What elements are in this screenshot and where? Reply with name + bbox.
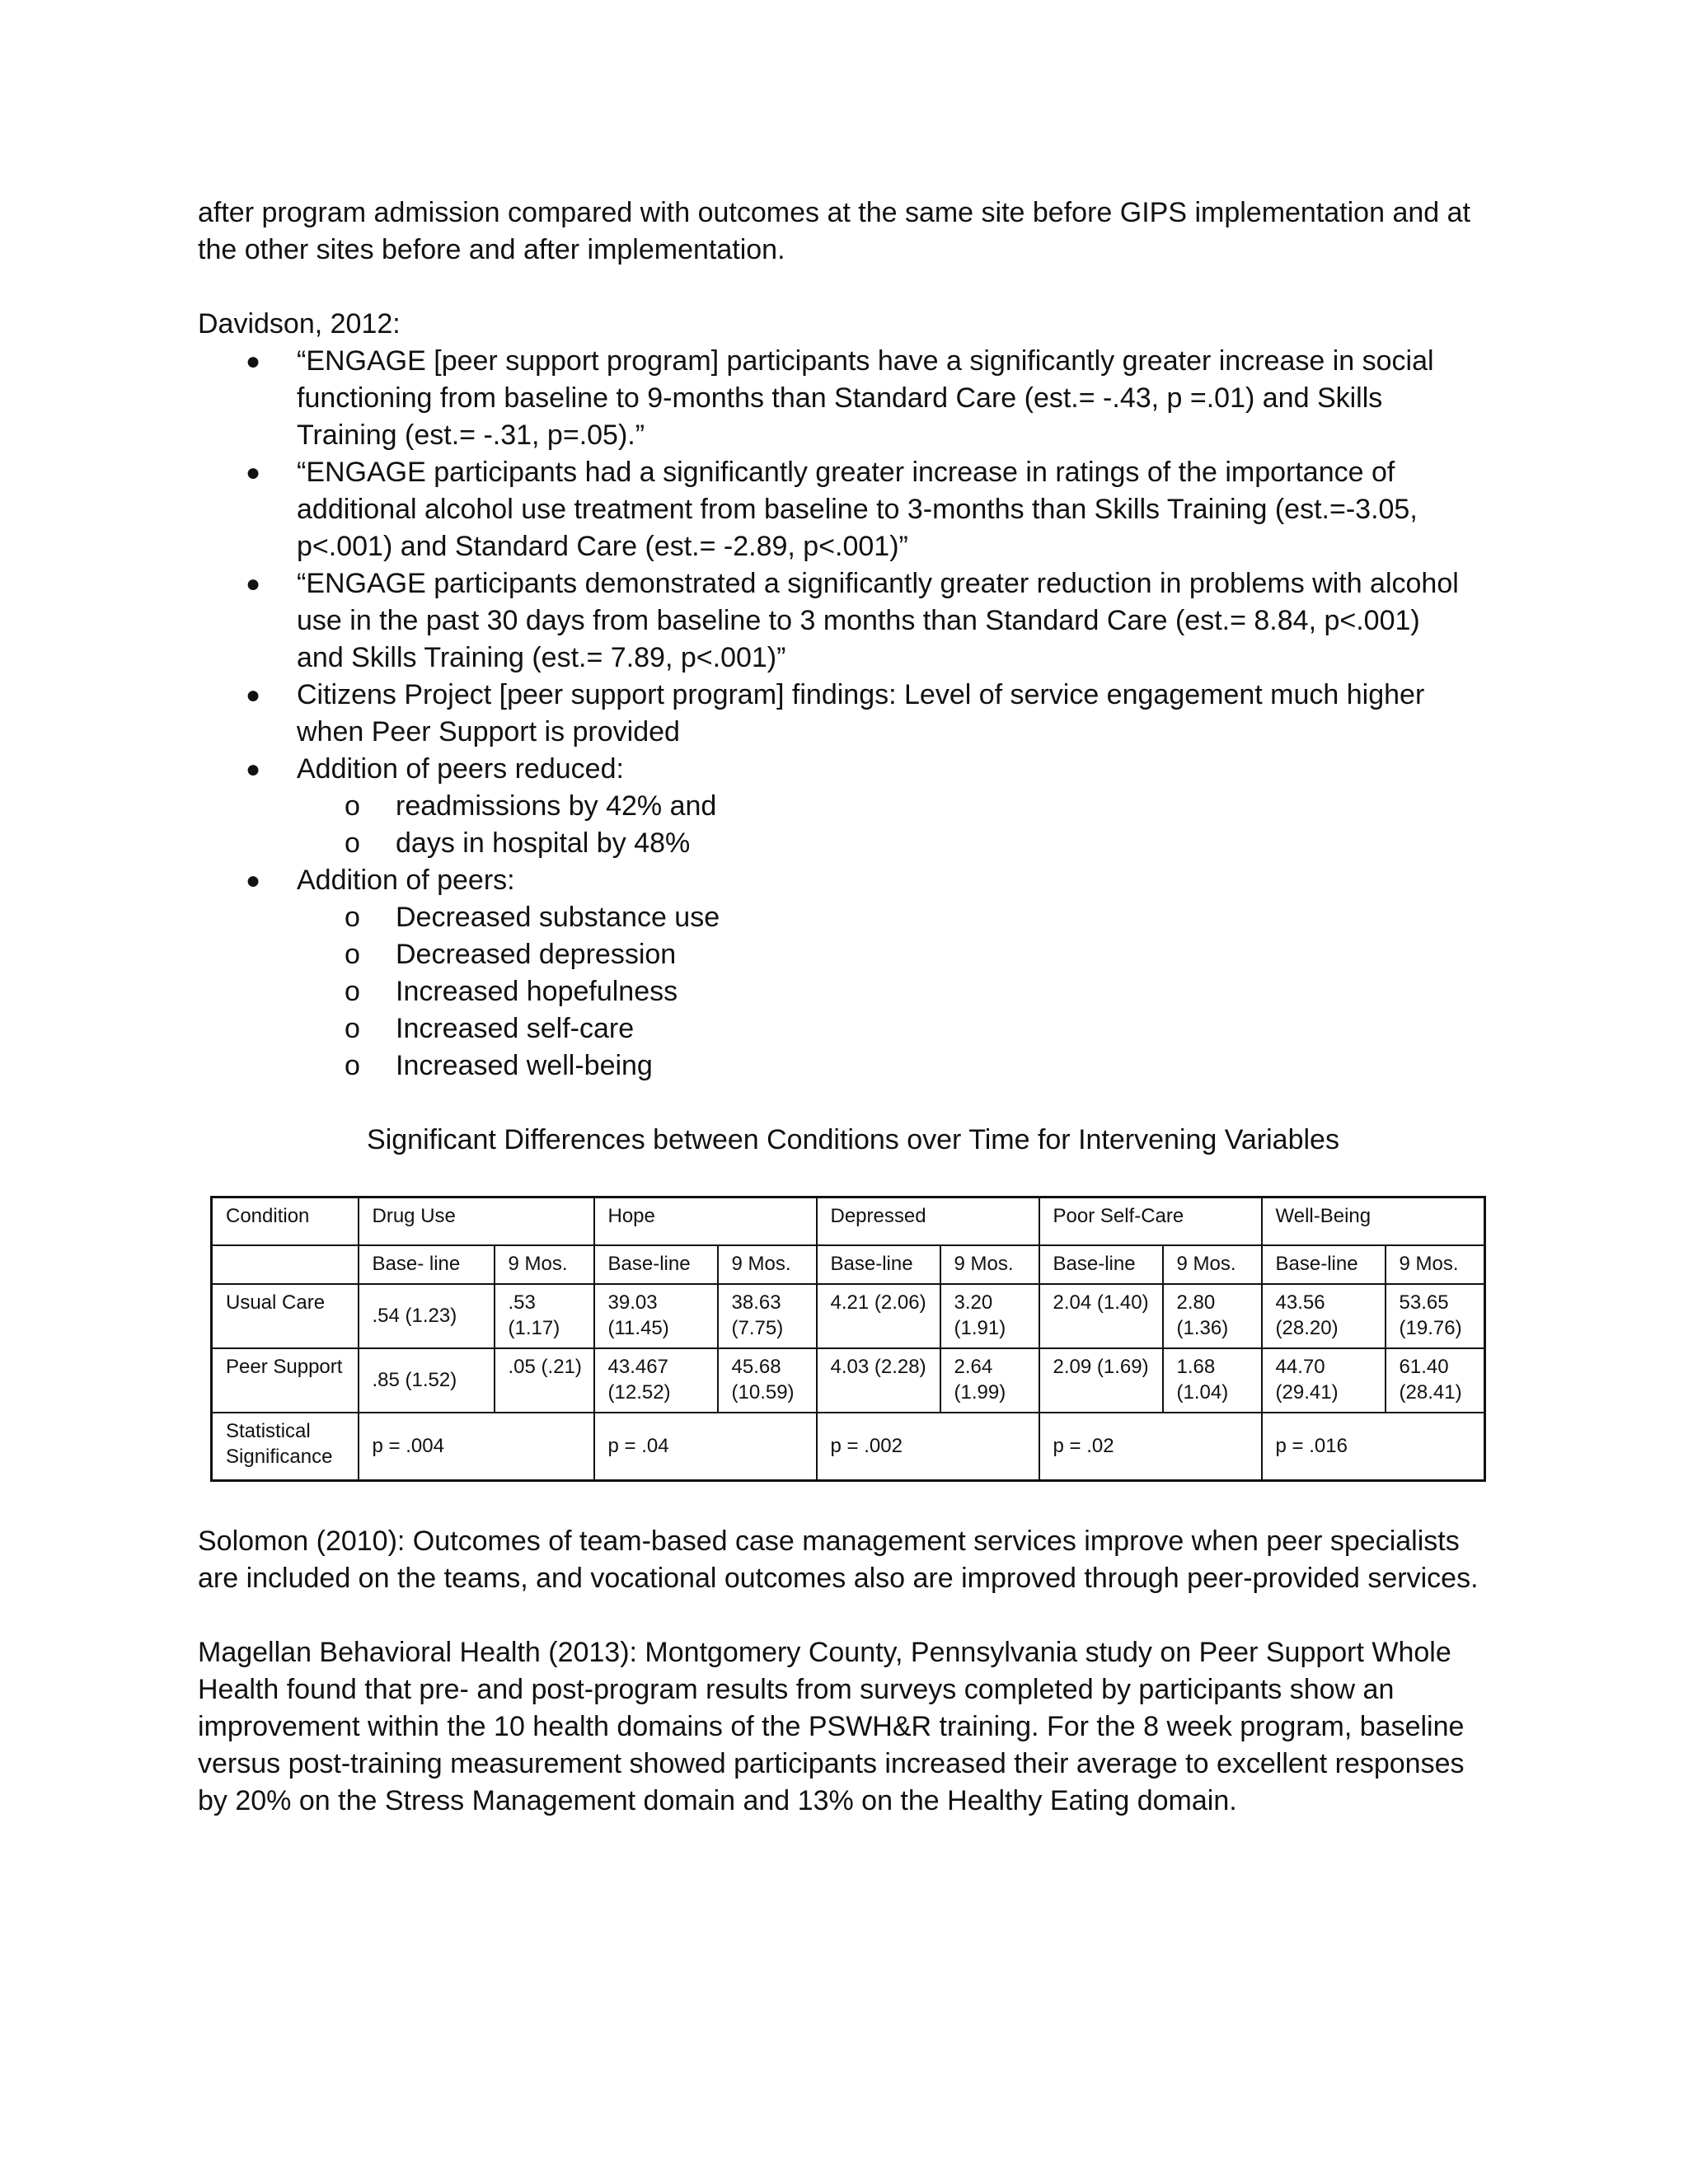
significance-cell: p = .02: [1039, 1413, 1262, 1481]
table-cell: .54 (1.23): [359, 1284, 495, 1348]
sub-item: [297, 1047, 1508, 1085]
bullet-item: [198, 454, 1508, 565]
table-subheader-cell: 9 Mos.: [1163, 1245, 1262, 1284]
table-subheader-cell: 9 Mos.: [495, 1245, 594, 1284]
table-cell: .85 (1.52): [359, 1348, 495, 1413]
circle-bullet-icon: o: [345, 790, 360, 822]
table-cell: 53.65 (19.76): [1386, 1284, 1485, 1348]
table-cell: 43.467 (12.52): [594, 1348, 718, 1413]
table-subheader-cell: 9 Mos.: [940, 1245, 1039, 1284]
bullet-text: Addition of peers:: [297, 865, 515, 896]
table-subheader-cell: 9 Mos.: [1386, 1245, 1485, 1284]
circle-bullet-icon: o: [345, 827, 360, 859]
sub-list: [297, 899, 1508, 1085]
circle-bullet-icon: o: [345, 939, 360, 970]
table-subheader-cell: Base- line: [359, 1245, 495, 1284]
table-cell: 2.80 (1.36): [1163, 1284, 1262, 1348]
table-cell: .53 (1.17): [495, 1284, 594, 1348]
sub-item: [297, 788, 1508, 825]
circle-bullet-icon: o: [345, 1013, 360, 1044]
table-header-cell: Hope: [594, 1197, 817, 1246]
significance-row: [212, 1413, 1485, 1481]
bullet-icon: ●: [246, 756, 261, 783]
bullet-icon: ●: [246, 682, 261, 709]
sub-item: [297, 899, 1508, 936]
table-cell: 1.68 (1.04): [1163, 1348, 1262, 1413]
sub-list: [297, 788, 1508, 862]
intro-line-1: after program admission compared with outcomes at the same site before GIPS implementation and at: [198, 197, 1470, 228]
table-cell: 44.70 (29.41): [1262, 1348, 1386, 1413]
table-cell: 2.64 (1.99): [940, 1348, 1039, 1413]
table-subheader-cell: Base-line: [1039, 1245, 1163, 1284]
bullet-item: [198, 677, 1508, 751]
table-subheader-cell: Base-line: [594, 1245, 718, 1284]
sub-item: [297, 936, 1508, 973]
intro-line-2: the other sites before and after implementation.: [198, 234, 785, 265]
table-cell: .05 (.21): [495, 1348, 594, 1413]
sub-item-text: readmissions by 42% and: [396, 790, 717, 822]
table-subheader-row: [212, 1245, 1485, 1284]
bullet-item: [198, 565, 1508, 677]
table-cell: 61.40 (28.41): [1386, 1348, 1485, 1413]
table-caption: Significant Differences between Conditions over Time for Intervening Variables: [367, 1124, 1339, 1155]
bullet-item: [198, 751, 1508, 862]
significance-cell: p = .004: [359, 1413, 594, 1481]
sub-item: [297, 825, 1508, 862]
bullet-icon: ●: [246, 459, 261, 486]
table-cell: [212, 1245, 359, 1284]
bullet-text: “ENGAGE [peer support program] participants have a significantly greater increase in social functioning from baseline to 9-months than Standard Care (est.= -.43, p =.01) and Skills Training (est.= -.31, p=.05).”: [297, 345, 1434, 451]
table-cell: 3.20 (1.91): [940, 1284, 1039, 1348]
table-subheader-cell: 9 Mos.: [718, 1245, 817, 1284]
bullet-text: Citizens Project [peer support program] findings: Level of service engagement much higher when Peer Support is provided: [297, 679, 1425, 748]
table-subheader-cell: Base-line: [1262, 1245, 1386, 1284]
circle-bullet-icon: o: [345, 976, 360, 1007]
bullet-text: “ENGAGE participants demonstrated a significantly greater reduction in problems with alcohol use in the past 30 days from baseline to 3 months than Standard Care (est.= 8.84, p<.001) and Skills Training (est.= 7.89, p<.001)”: [297, 568, 1459, 673]
significance-cell: p = .002: [817, 1413, 1039, 1481]
table-cell: 39.03 (11.45): [594, 1284, 718, 1348]
table-header-cell: Poor Self-Care: [1039, 1197, 1262, 1246]
table-cell: 38.63 (7.75): [718, 1284, 817, 1348]
table-row: [212, 1284, 1485, 1348]
bullet-text: Addition of peers reduced:: [297, 753, 624, 785]
sub-item-text: Increased well-being: [396, 1050, 653, 1081]
bullet-item: [198, 862, 1508, 1085]
table-cell: 2.09 (1.69): [1039, 1348, 1163, 1413]
bullet-icon: ●: [246, 867, 261, 894]
bullet-item: [198, 343, 1508, 454]
sub-item-text: Increased hopefulness: [396, 976, 678, 1007]
sub-item: [297, 1010, 1508, 1047]
table-cell: 4.21 (2.06): [817, 1284, 940, 1348]
circle-bullet-icon: o: [345, 902, 360, 933]
sub-item-text: days in hospital by 48%: [396, 827, 691, 859]
sub-item-text: Decreased substance use: [396, 902, 720, 933]
row-label: Statistical Significance: [212, 1413, 359, 1481]
magellan-paragraph: Magellan Behavioral Health (2013): Montgomery County, Pennsylvania study on Peer Support Whole Health found that pre- and post-program results from surveys completed by participants show an improvement within the 10 health domains of the PSWH&R training. For the 8 week program, baseline versus post-training measurement showed participants increased their average to excellent responses by 20% on the Stress Management domain and 13% on the Healthy Eating domain.: [198, 1637, 1465, 1816]
davidson-heading: Davidson, 2012:: [198, 308, 401, 340]
table-cell: 2.04 (1.40): [1039, 1284, 1163, 1348]
table-header-cell: Well-Being: [1262, 1197, 1485, 1246]
significance-cell: p = .04: [594, 1413, 817, 1481]
row-label: Usual Care: [212, 1284, 359, 1348]
table-header-cell: Depressed: [817, 1197, 1039, 1246]
sub-item-text: Increased self-care: [396, 1013, 635, 1044]
bullet-icon: ●: [246, 348, 261, 375]
intro-paragraph: [198, 194, 1508, 269]
davidson-bullet-list: [198, 343, 1508, 1085]
table-header-cell: Condition: [212, 1197, 359, 1246]
table-cell: 43.56 (28.20): [1262, 1284, 1386, 1348]
bullet-text: “ENGAGE participants had a significantly greater increase in ratings of the importance of additional alcohol use treatment from baseline to 3-months than Skills Training (est.=-3.05, p<.001) and Standard Care (est.= -2.89, p<.001)”: [297, 457, 1418, 562]
circle-bullet-icon: o: [345, 1050, 360, 1081]
table-subheader-cell: Base-line: [817, 1245, 940, 1284]
table-header-cell: Drug Use: [359, 1197, 594, 1246]
bullet-icon: ●: [246, 570, 261, 598]
significance-cell: p = .016: [1262, 1413, 1485, 1481]
sub-item-text: Decreased depression: [396, 939, 677, 970]
table-row: [212, 1348, 1485, 1413]
table-cell: 45.68 (10.59): [718, 1348, 817, 1413]
solomon-paragraph: Solomon (2010): Outcomes of team-based case management services improve when peer specialists are included on the teams, and vocational outcomes also are improved through peer-provided services.: [198, 1526, 1479, 1594]
table-cell: 4.03 (2.28): [817, 1348, 940, 1413]
table-header-row: [212, 1197, 1485, 1246]
sub-item: [297, 973, 1508, 1010]
row-label: Peer Support: [212, 1348, 359, 1413]
document-page: [198, 194, 1508, 1820]
results-table: [210, 1196, 1486, 1482]
